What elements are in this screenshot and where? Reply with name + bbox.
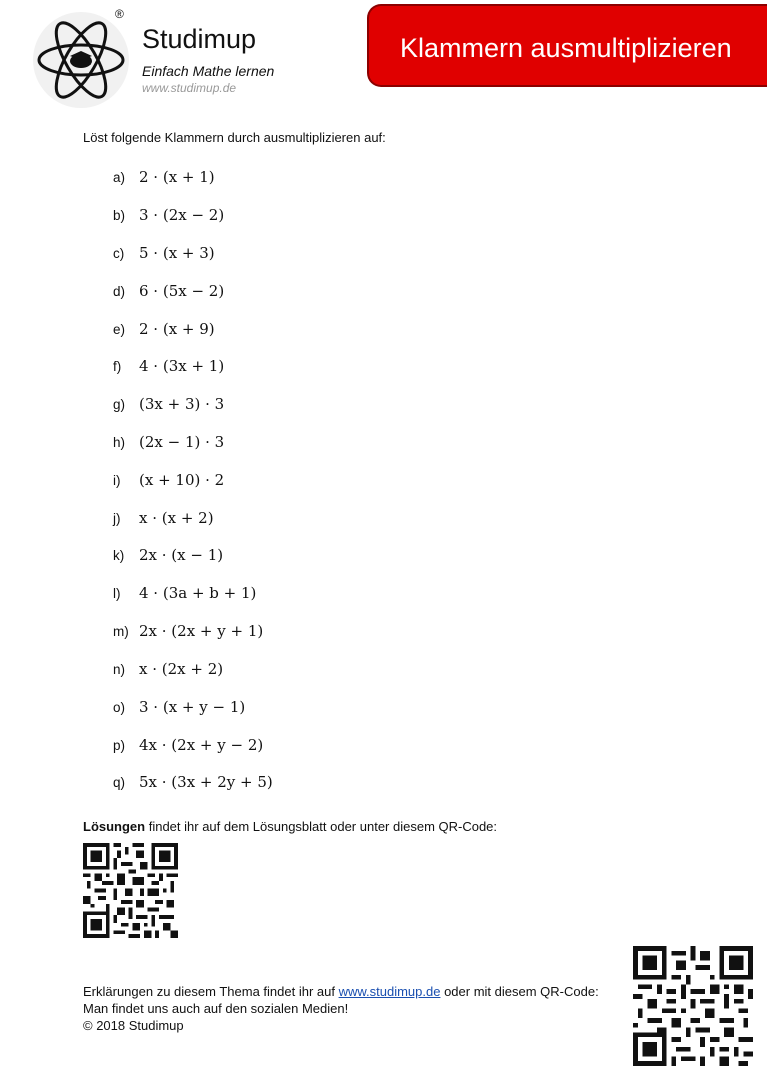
task-expression: 2x · (2x + y + 1) xyxy=(139,622,264,640)
task-label: j) xyxy=(113,511,121,526)
task-expression: 2x · (x − 1) xyxy=(139,546,224,564)
task-expression: 2 · (x + 1) xyxy=(139,168,215,186)
task-label: n) xyxy=(113,662,126,677)
task-expression: (x + 10) · 2 xyxy=(139,471,225,489)
atom-icon xyxy=(33,12,129,108)
task-expression: (2x − 1) · 3 xyxy=(139,433,225,451)
studimup-logo xyxy=(33,12,129,108)
task-label: o) xyxy=(113,700,126,715)
brand-name: Studimup xyxy=(142,24,257,54)
website-link[interactable]: www.studimup.de xyxy=(338,984,441,999)
explanations-qr-code[interactable] xyxy=(633,946,753,1066)
task-expression: 3 · (2x − 2) xyxy=(139,206,225,224)
task-label: e) xyxy=(113,322,126,337)
solutions-qr-code[interactable] xyxy=(83,843,178,938)
task-expression: 4 · (3x + 1) xyxy=(139,357,225,375)
task-label: f) xyxy=(113,359,122,374)
task-expression: 5x · (3x + 2y + 5) xyxy=(139,773,273,791)
footer-line-1 xyxy=(83,983,599,1000)
task-label: b) xyxy=(113,208,126,223)
copyright: © 2018 Studimup xyxy=(83,1018,184,1033)
task-expression: 4x · (2x + y − 2) xyxy=(139,736,264,754)
brand-website: www.studimup.de xyxy=(142,81,237,95)
brand-tagline: Einfach Mathe lernen xyxy=(142,63,275,79)
task-label: p) xyxy=(113,738,126,753)
task-expression: 5 · (x + 3) xyxy=(139,244,215,262)
task-label: q) xyxy=(113,775,126,790)
solutions-rest: findet ihr auf dem Lösungsblatt oder unter diesem QR-Code: xyxy=(145,819,498,834)
task-expression: 6 · (5x − 2) xyxy=(139,282,225,300)
solutions-bold: Lösungen xyxy=(83,819,146,834)
page-title: Klammern ausmultiplizieren xyxy=(400,33,732,63)
title-banner xyxy=(367,4,767,87)
task-expression: 3 · (x + y − 1) xyxy=(139,698,246,716)
task-label: k) xyxy=(113,548,125,563)
task-label: i) xyxy=(113,473,121,488)
footer-text: oder mit diesem QR-Code: xyxy=(440,984,599,999)
task-expression: x · (2x + 2) xyxy=(139,660,224,678)
solutions-text xyxy=(83,819,497,834)
task-expression: (3x + 3) · 3 xyxy=(139,395,225,413)
task-label: d) xyxy=(113,284,126,299)
task-label: l) xyxy=(113,586,121,601)
qr-code-icon xyxy=(633,946,753,1066)
task-label: m) xyxy=(113,624,129,639)
task-label: g) xyxy=(113,397,126,412)
registered-mark: ® xyxy=(115,7,124,21)
task-expression: 4 · (3a + b + 1) xyxy=(139,584,257,602)
task-label: a) xyxy=(113,170,126,185)
footer-line-2: Man findet uns auch auf den sozialen Medien! xyxy=(83,1001,349,1016)
task-label: h) xyxy=(113,435,126,450)
task-expression: x · (x + 2) xyxy=(139,509,214,527)
task-label: c) xyxy=(113,246,125,261)
task-expression: 2 · (x + 9) xyxy=(139,320,215,338)
footer-text: Erklärungen zu diesem Thema findet ihr auf xyxy=(83,984,339,999)
instruction-text: Löst folgende Klammern durch ausmultiplizieren auf: xyxy=(83,130,386,145)
qr-code-icon xyxy=(83,843,178,938)
